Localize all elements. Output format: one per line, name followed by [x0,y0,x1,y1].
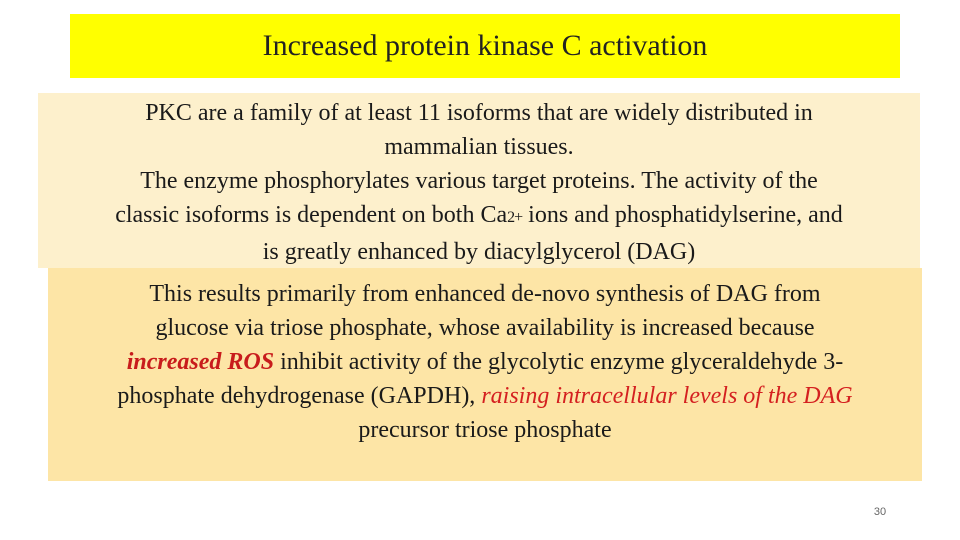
text-line [48,345,922,379]
calcium-charge: 2+ [507,209,523,226]
text-line [48,379,922,413]
text-segment: classic isoforms is dependent on both Ca [115,202,508,228]
text-line: mammalian tissues. [384,134,574,160]
slide-title: Increased protein kinase C activation [262,29,708,62]
emphasis-dag: raising intracellular levels of the DAG [481,383,853,409]
text-segment: phosphate dehydrogenase (GAPDH), [117,383,482,409]
text-segment: inhibit activity of the glycolytic enzyme glyceraldehyde 3- [274,349,844,375]
emphasis-ros: increased ROS [126,349,275,375]
text-segment: ions and phosphatidylserine, and [522,202,843,228]
text-line: The enzyme phosphorylates various target proteins. The activity of the [140,168,818,194]
text-line: glucose via triose phosphate, whose availability is increased because [155,315,815,341]
title-banner [70,14,900,78]
mechanism-box [48,268,922,481]
pkc-definition-box [38,93,920,268]
page-number: 30 [873,506,887,518]
text-line [38,198,920,235]
text-line: PKC are a family of at least 11 isoforms that are widely distributed in [145,100,813,126]
text-line: This results primarily from enhanced de-novo synthesis of DAG from [149,281,821,307]
text-line: is greatly enhanced by diacylglycerol (DAG) [262,239,696,265]
text-line: precursor triose phosphate [358,417,612,443]
